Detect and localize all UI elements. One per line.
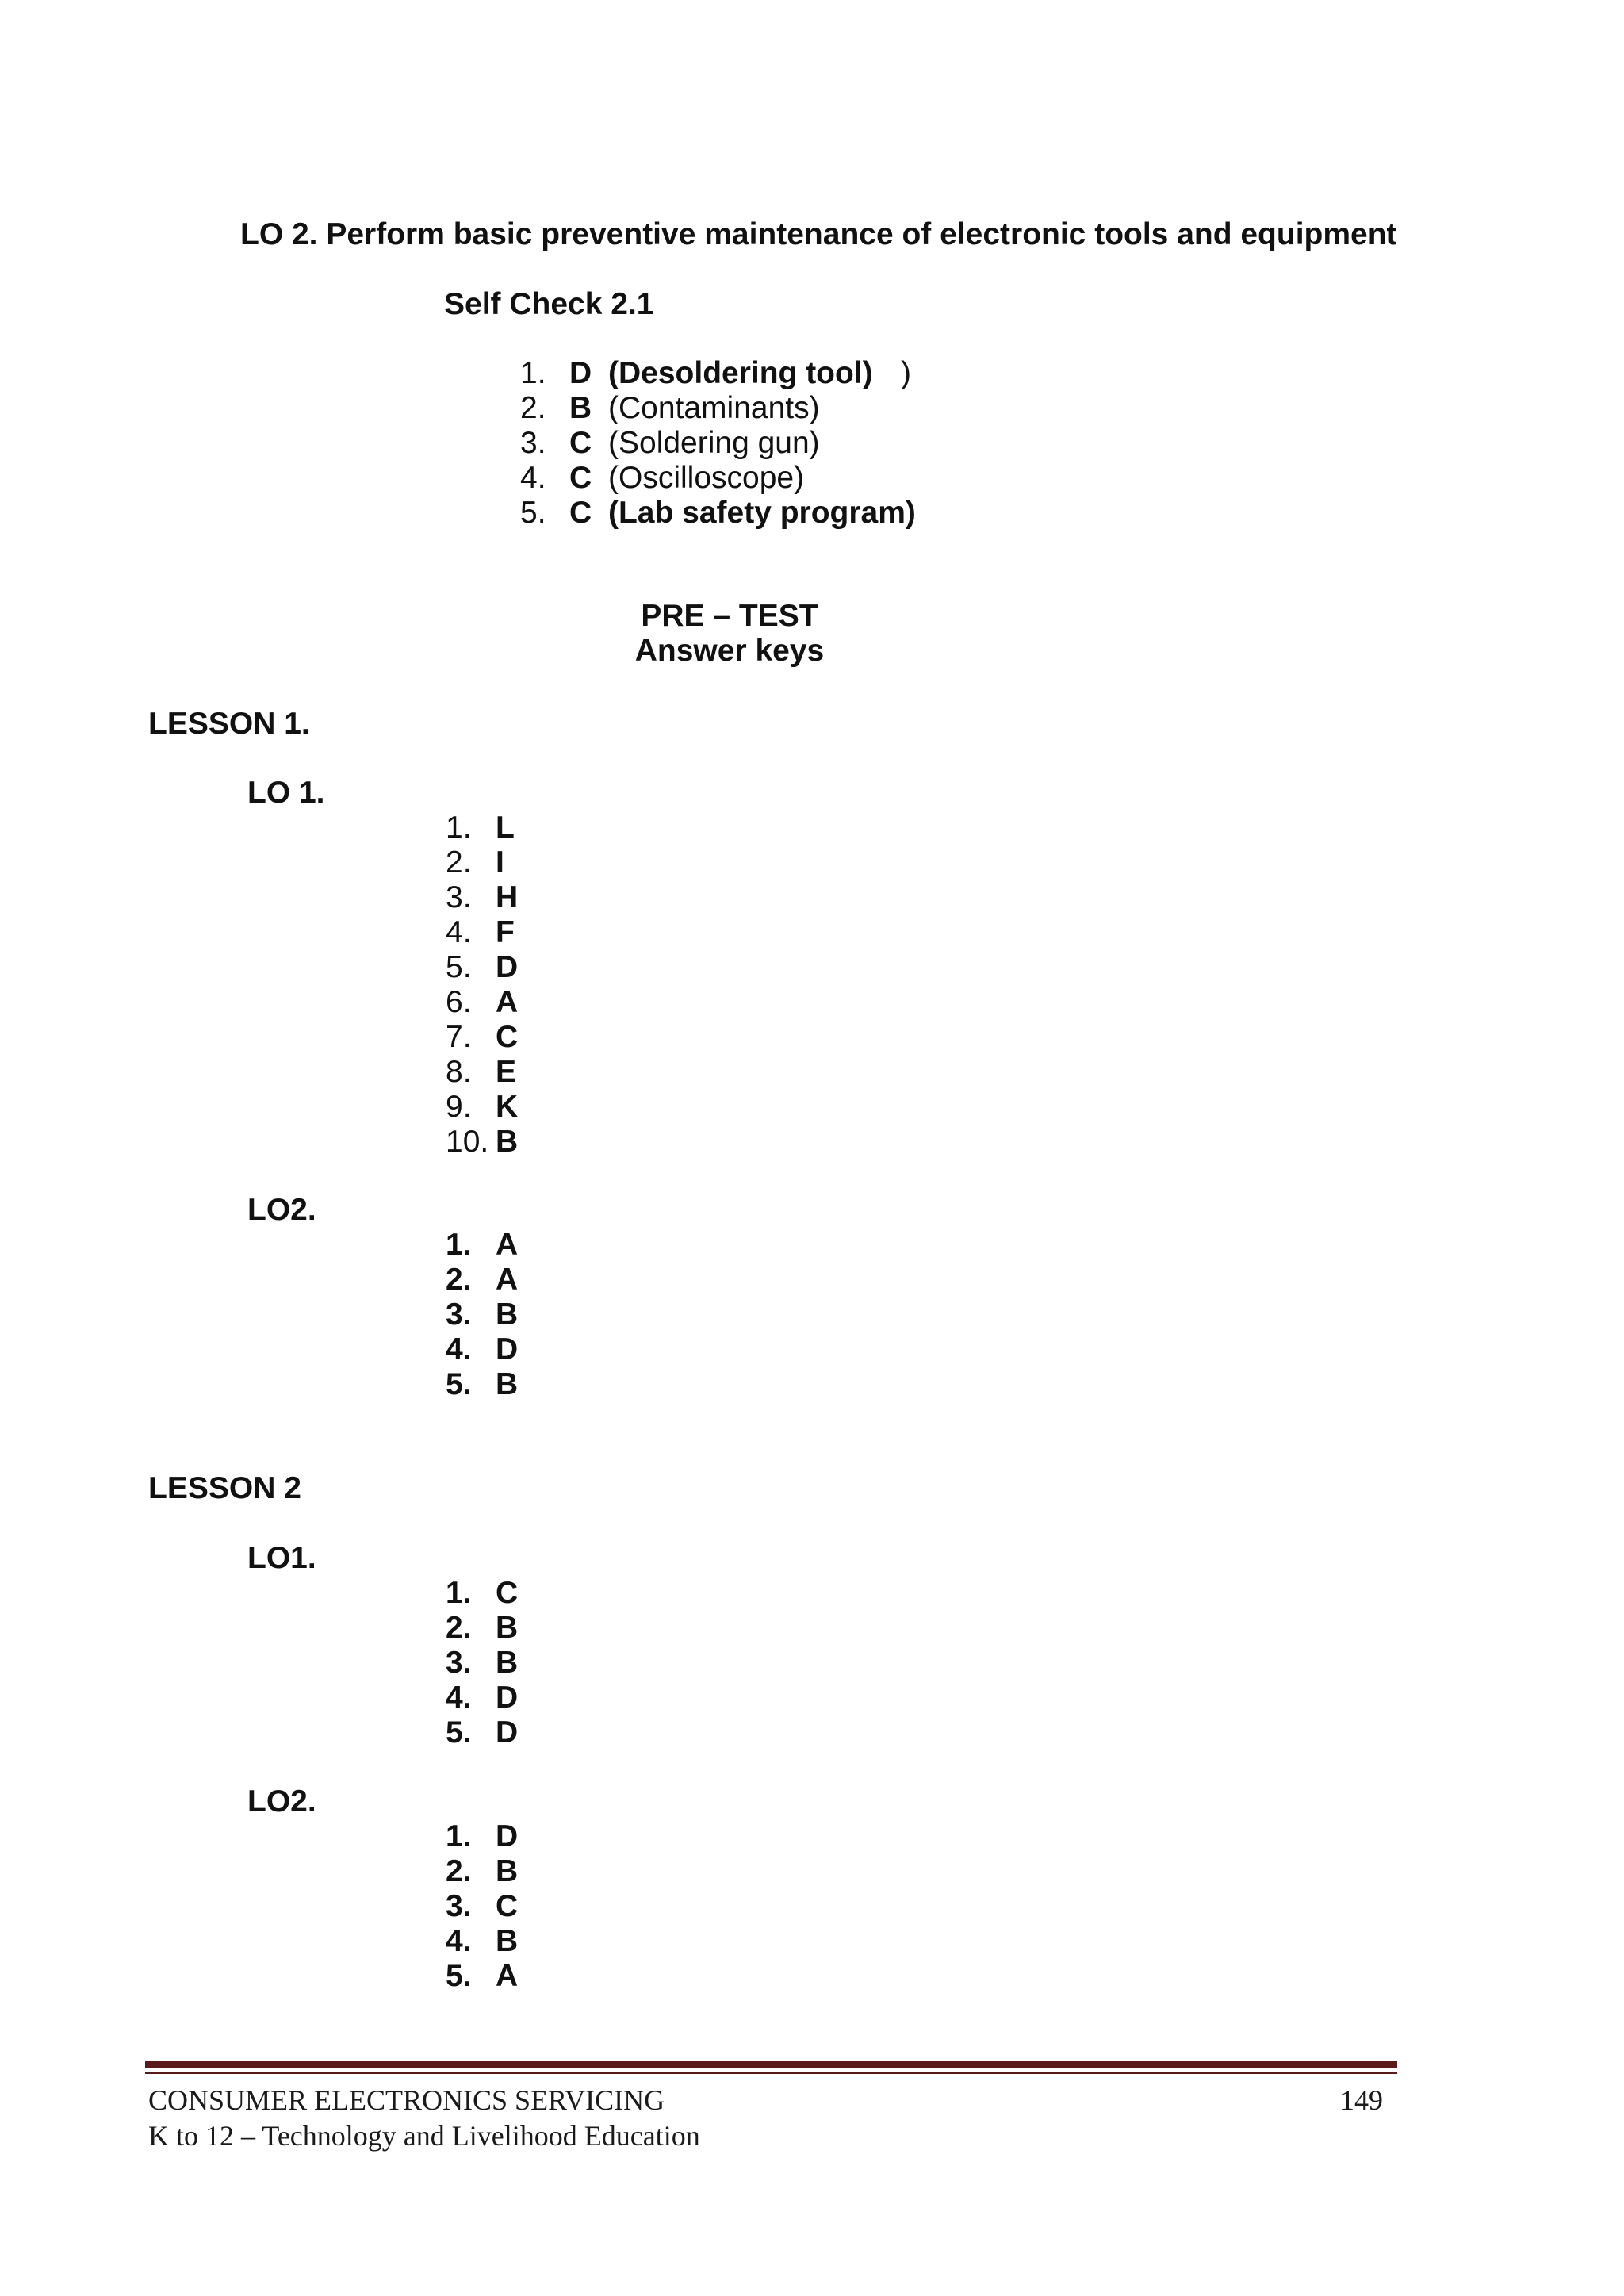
answer-letter: C [496, 1020, 519, 1054]
answer-letter: B [496, 1854, 519, 1888]
answer-letter: C [569, 496, 592, 530]
list-item-number: 1. [446, 1576, 472, 1610]
list-item-number: 5. [520, 496, 546, 530]
list-item-number: 2. [446, 1854, 472, 1888]
list-item-number: 8. [446, 1055, 472, 1089]
answer-letter: C [569, 461, 592, 495]
list-item-number: 9. [446, 1090, 472, 1124]
list-item-number: 1. [446, 1228, 472, 1262]
answer-letter: H [496, 880, 519, 914]
lesson2-lo1-label: LO1. [247, 1541, 316, 1575]
list-item-number: 10. [446, 1125, 489, 1159]
answer-description: (Desoldering tool) [608, 356, 873, 390]
page-number: 149 [1340, 2084, 1383, 2116]
answer-description: (Contaminants) [608, 391, 820, 425]
list-item-number: 7. [446, 1020, 472, 1054]
lo2-heading: LO 2. Perform basic preventive maintenance of electronic tools and equipment [240, 217, 1397, 251]
answer-letter: L [496, 811, 515, 845]
footer-rule-thin [145, 2072, 1397, 2074]
list-item-number: 3. [520, 426, 546, 460]
answer-letter: B [496, 1646, 519, 1680]
list-item-number: 3. [446, 1646, 472, 1680]
footer-rule-thick [145, 2061, 1397, 2068]
list-item-number: 3. [446, 1889, 472, 1923]
answer-letter: D [496, 1681, 519, 1715]
list-item-number: 1. [520, 356, 546, 390]
lesson1-lo1-label: LO 1. [247, 776, 325, 810]
answer-description: ) [901, 356, 911, 390]
lesson1-title: LESSON 1. [148, 707, 310, 741]
answer-letter: A [496, 1263, 519, 1297]
answer-letter: A [496, 985, 519, 1019]
list-item-number: 6. [446, 985, 472, 1019]
lesson1-lo2-label: LO2. [247, 1193, 316, 1227]
answer-letter: D [569, 356, 592, 390]
list-item-number: 4. [446, 915, 472, 949]
answer-letter: A [496, 1228, 519, 1262]
answer-letter: D [496, 1819, 519, 1853]
answer-letter: B [496, 1125, 519, 1159]
answer-letter: C [496, 1576, 519, 1610]
answer-letter: C [569, 426, 592, 460]
answer-letter: D [496, 1715, 519, 1750]
list-item-number: 2. [520, 391, 546, 425]
list-item-number: 5. [446, 950, 472, 984]
answer-letter: K [496, 1090, 519, 1124]
list-item-number: 5. [446, 1367, 472, 1401]
answer-letter: B [496, 1297, 519, 1332]
list-item-number: 2. [446, 845, 472, 880]
list-item-number: 2. [446, 1611, 472, 1645]
pretest-subtitle: Answer keys [634, 634, 825, 668]
list-item-number: 3. [446, 880, 472, 914]
list-item-number: 1. [446, 811, 472, 845]
list-item-number: 4. [520, 461, 546, 495]
list-item-number: 5. [446, 1959, 472, 1993]
answer-description: (Lab safety program) [608, 496, 916, 530]
list-item-number: 2. [446, 1263, 472, 1297]
list-item-number: 4. [446, 1924, 472, 1958]
answer-letter: B [496, 1367, 519, 1401]
list-item-number: 3. [446, 1297, 472, 1332]
lesson2-lo2-label: LO2. [247, 1784, 316, 1819]
answer-description: (Soldering gun) [608, 426, 820, 460]
answer-letter: I [496, 845, 504, 880]
list-item-number: 4. [446, 1681, 472, 1715]
answer-letter: D [496, 1332, 519, 1366]
footer-title: CONSUMER ELECTRONICS SERVICING [148, 2084, 665, 2116]
answer-letter: B [496, 1611, 519, 1645]
list-item-number: 5. [446, 1715, 472, 1750]
answer-letter: C [496, 1889, 519, 1923]
footer-subtitle: K to 12 – Technology and Livelihood Education [148, 2120, 700, 2152]
pretest-title: PRE – TEST [641, 599, 818, 633]
list-item-number: 1. [446, 1819, 472, 1853]
answer-letter: A [496, 1959, 519, 1993]
answer-letter: D [496, 950, 519, 984]
answer-description: (Oscilloscope) [608, 461, 805, 495]
self-check-title: Self Check 2.1 [444, 287, 654, 321]
answer-letter: E [496, 1055, 517, 1089]
answer-letter: B [569, 391, 592, 425]
lesson2-title: LESSON 2 [148, 1471, 301, 1505]
answer-letter: B [496, 1924, 519, 1958]
list-item-number: 4. [446, 1332, 472, 1366]
answer-letter: F [496, 915, 515, 949]
